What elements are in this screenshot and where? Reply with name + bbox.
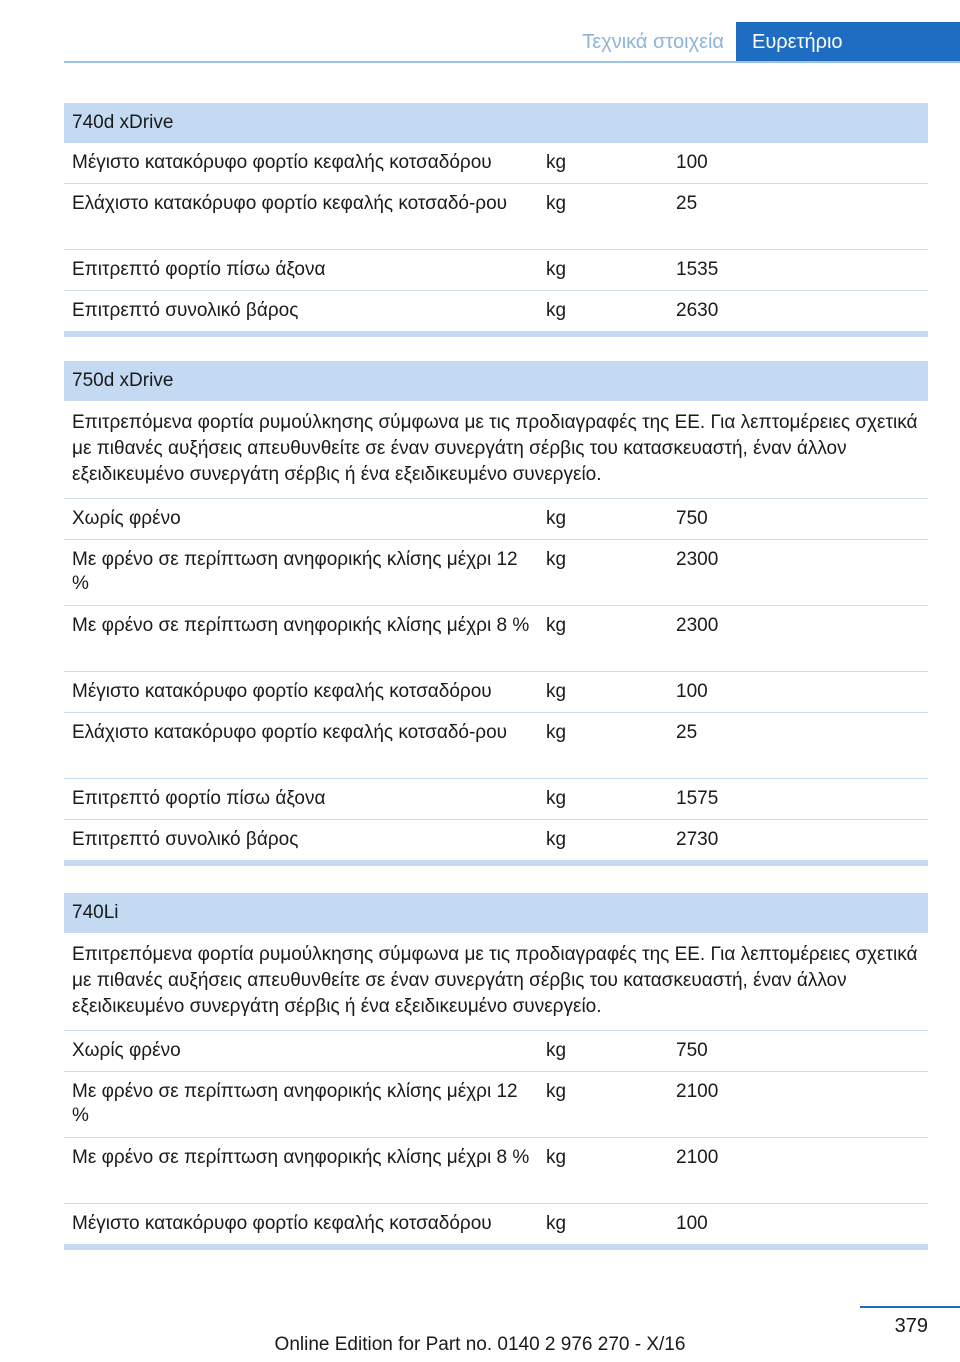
row-unit: kg (546, 1147, 567, 1168)
row-unit: kg (546, 1213, 567, 1234)
table-row (64, 184, 928, 250)
row-unit: kg (546, 549, 567, 570)
table-row (64, 143, 928, 184)
row-label: Επιτρεπτό φορτίο πίσω άξονα (72, 788, 326, 809)
table-bottom-rule (64, 332, 928, 337)
row-value: 750 (676, 1040, 708, 1061)
row-value: 25 (676, 722, 698, 743)
table-note: Επιτρεπόμενα φορτία ρυμούλκησης σύμφωνα με τις προδιαγραφές της ΕΕ. Για λεπτομέρειες σχετικά με πιθανές αυξήσεις απευθυνθείτε σε έναν συνεργάτη σέρβις του κατασκευαστή, έναν άλλον εξειδικευμένο συνεργάτη σέρβις ή ένα εξειδικευμένο συνεργείο. (64, 933, 928, 1031)
table-title: 750d xDrive (64, 361, 928, 401)
table-row (64, 713, 928, 779)
row-value: 1575 (676, 788, 719, 809)
table-row (64, 499, 928, 540)
table-740d-xdrive (64, 103, 928, 337)
tab-index[interactable]: Ευρετήριο (736, 22, 960, 62)
row-value: 25 (676, 193, 698, 214)
row-label: Με φρένο σε περίπτωση ανηφορικής κλίσης μέχρι 12 % (72, 1081, 518, 1126)
page-number: 379 (894, 1315, 928, 1337)
table-row (64, 779, 928, 820)
table-bottom-rule (64, 1245, 928, 1250)
table-740li (64, 893, 928, 1250)
row-label: Επιτρεπτό συνολικό βάρος (72, 300, 299, 321)
row-label: Με φρένο σε περίπτωση ανηφορικής κλίσης μέχρι 8 % (72, 1147, 530, 1168)
row-unit: kg (546, 722, 567, 743)
row-label: Χωρίς φρένο (72, 1040, 181, 1061)
row-unit: kg (546, 681, 567, 702)
row-value: 2100 (676, 1081, 719, 1102)
table-row (64, 1031, 928, 1072)
row-value: 2630 (676, 300, 719, 321)
table-750d-xdrive (64, 361, 928, 866)
row-label: Επιτρεπτό φορτίο πίσω άξονα (72, 259, 326, 280)
row-unit: kg (546, 508, 567, 529)
page-header (0, 0, 960, 64)
footer-edition: Online Edition for Part no. 0140 2 976 270 - X/16 (274, 1334, 686, 1355)
row-unit: kg (546, 300, 567, 321)
table-note: Επιτρεπόμενα φορτία ρυμούλκησης σύμφωνα με τις προδιαγραφές της ΕΕ. Για λεπτομέρειες σχετικά με πιθανές αυξήσεις απευθυνθείτε σε έναν συνεργάτη σέρβις του κατασκευαστή, έναν άλλον εξειδικευμένο συνεργάτη σέρβις ή ένα εξειδικευμένο συνεργείο. (64, 401, 928, 499)
row-value: 2730 (676, 829, 719, 850)
table-row (64, 291, 928, 332)
row-label: Επιτρεπτό συνολικό βάρος (72, 829, 299, 850)
row-value: 100 (676, 681, 708, 702)
row-unit: kg (546, 788, 567, 809)
row-label: Με φρένο σε περίπτωση ανηφορικής κλίσης μέχρι 12 % (72, 549, 518, 594)
table-row (64, 1072, 928, 1138)
table-title: 740d xDrive (64, 103, 928, 143)
table-title: 740Li (64, 893, 928, 933)
row-value: 750 (676, 508, 708, 529)
tab-technical-data[interactable]: Τεχνικά στοιχεία (582, 31, 724, 53)
row-value: 2300 (676, 615, 719, 636)
row-unit: kg (546, 152, 567, 173)
row-label: Χωρίς φρένο (72, 508, 181, 529)
row-label: Με φρένο σε περίπτωση ανηφορικής κλίσης μέχρι 8 % (72, 615, 530, 636)
row-value: 2100 (676, 1147, 719, 1168)
table-row (64, 540, 928, 606)
header-divider (64, 61, 960, 63)
row-unit: kg (546, 259, 567, 280)
table-row (64, 820, 928, 861)
table-row (64, 1138, 928, 1204)
table-bottom-rule (64, 861, 928, 866)
row-value: 1535 (676, 259, 719, 280)
row-unit: kg (546, 1040, 567, 1061)
row-unit: kg (546, 615, 567, 636)
row-unit: kg (546, 829, 567, 850)
row-label: Μέγιστο κατακόρυφο φορτίο κεφαλής κοτσαδόρου (72, 152, 492, 173)
row-label: Μέγιστο κατακόρυφο φορτίο κεφαλής κοτσαδόρου (72, 681, 492, 702)
row-label: Μέγιστο κατακόρυφο φορτίο κεφαλής κοτσαδόρου (72, 1213, 492, 1234)
table-row (64, 672, 928, 713)
table-row (64, 250, 928, 291)
row-unit: kg (546, 193, 567, 214)
row-label: Ελάχιστο κατακόρυφο φορτίο κεφαλής κοτσαδό-ρου (72, 722, 508, 743)
row-label: Ελάχιστο κατακόρυφο φορτίο κεφαλής κοτσαδό-ρου (72, 193, 508, 214)
page-number-rule (860, 1306, 960, 1308)
table-row (64, 1204, 928, 1245)
row-value: 100 (676, 1213, 708, 1234)
table-row (64, 606, 928, 672)
row-value: 2300 (676, 549, 719, 570)
row-value: 100 (676, 152, 708, 173)
row-unit: kg (546, 1081, 567, 1102)
